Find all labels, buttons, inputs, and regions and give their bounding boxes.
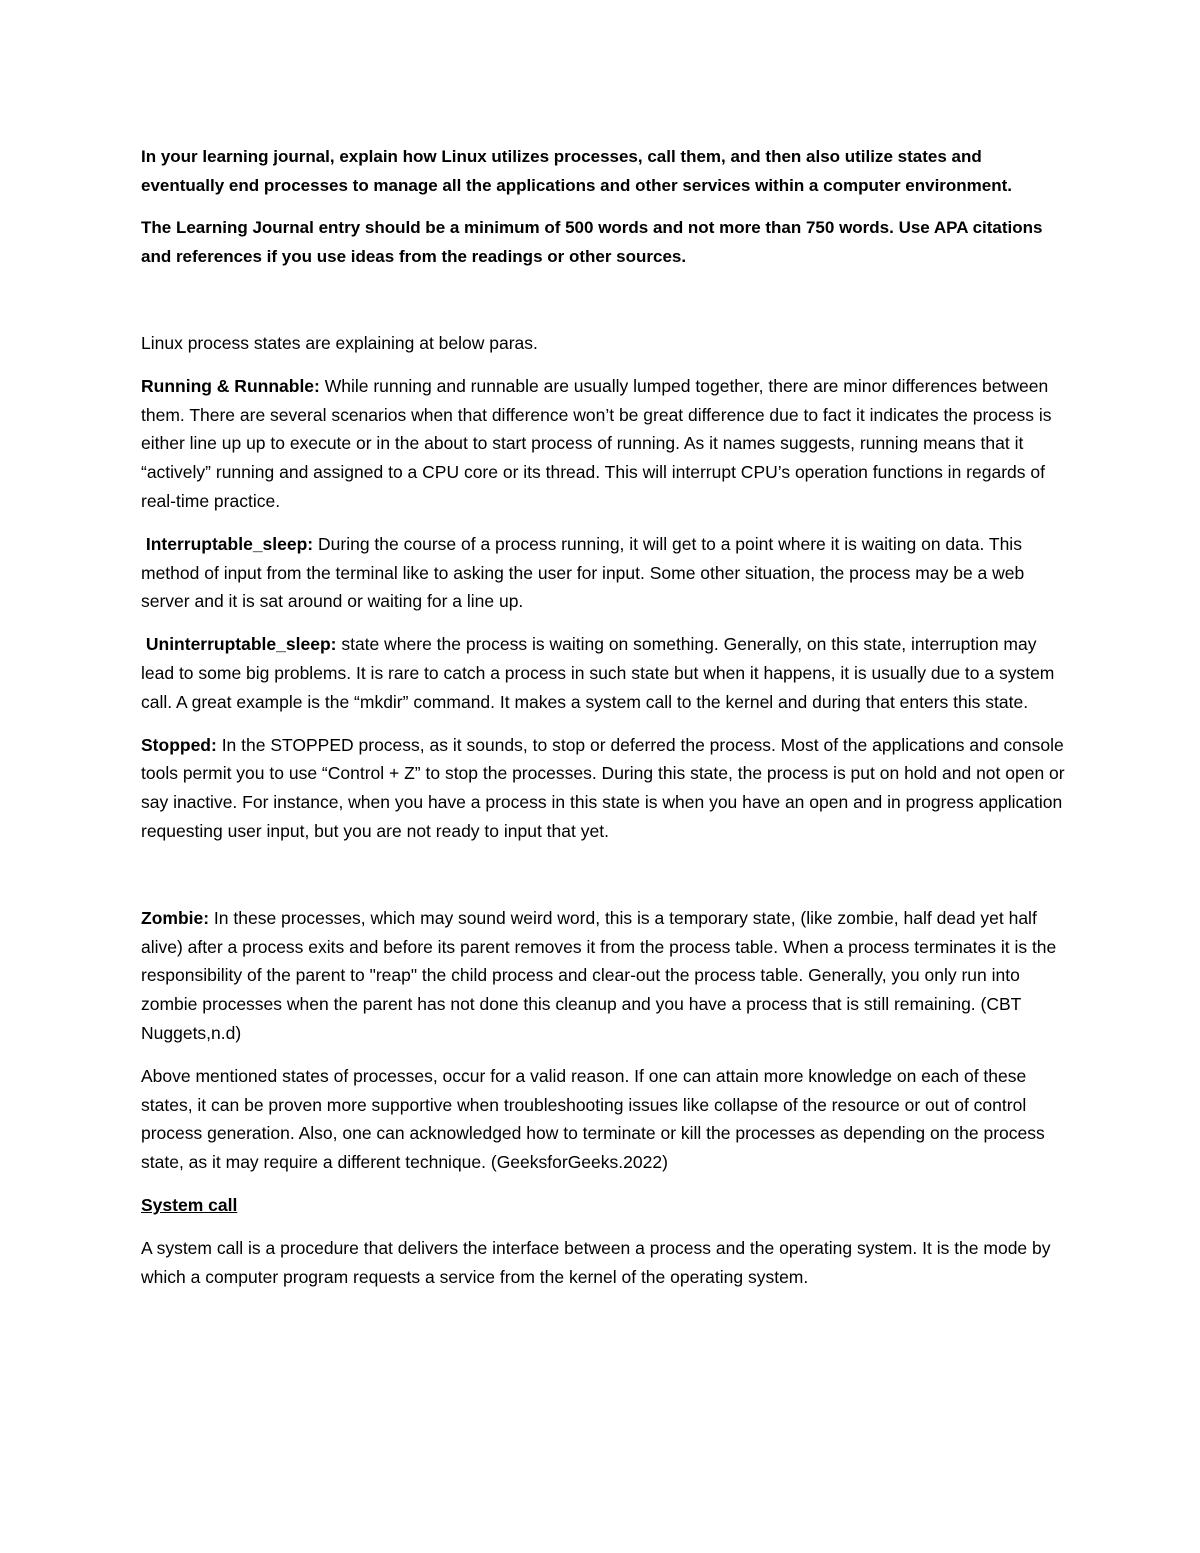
interruptable-label: Interruptable_sleep:	[141, 533, 314, 554]
running-text: While running and runnable are usually lumped together, there are minor differences between them. There are several scenarios when that difference won’t be great difference due to fact it indicates the process is either line up up to execute or in the about to start process of running. As it names suggests, running means that it “actively” running and assigned to a CPU core or its thread. This will interrupt CPU’s operation functions in regards of real-time practice.	[141, 375, 1052, 511]
interruptable-paragraph	[141, 530, 1066, 616]
zombie-paragraph	[141, 904, 1066, 1048]
running-paragraph	[141, 372, 1066, 516]
interruptable-text: During the course of a process running, it will get to a point where it is waiting on data. This method of input from the terminal like to asking the user for input. Some other situation, the process may be a web server and it is sat around or waiting for a line up.	[141, 533, 1025, 612]
zombie-text: In these processes, which may sound weird word, this is a temporary state, (like zombie, half dead yet half alive) after a process exits and before its parent removes it from the process table. When a process terminates it is the responsibility of the parent to "reap" the child process and clear-out the process table. Generally, you only run into zombie processes when the parent has not done this cleanup and you have a process that is still remaining. (CBT Nuggets,n.d)	[141, 907, 1057, 1043]
above-paragraph: Above mentioned states of processes, occur for a valid reason. If one can attain more knowledge on each of these states, it can be proven more supportive when troubleshooting issues like collapse of the resource or out of control process generation. Also, one can acknowledged how to terminate or kill the processes as depending on the process state, as it may require a different technique. (GeeksforGeeks.2022)	[141, 1065, 1045, 1173]
zombie-label: Zombie:	[141, 907, 210, 928]
system-call-paragraph: A system call is a procedure that delivers the interface between a process and the operating system. It is the mode by which a computer program requests a service from the kernel of the operating system.	[141, 1237, 1051, 1287]
running-label: Running & Runnable:	[141, 375, 320, 396]
document-content	[141, 143, 1066, 1305]
prompt-paragraph-1: In your learning journal, explain how Linux utilizes processes, call them, and then also utilize states and eventually end processes to manage all the applications and other services within a computer environment.	[141, 147, 1013, 195]
stopped-paragraph	[141, 731, 1066, 846]
uninterruptable-paragraph	[141, 630, 1066, 716]
uninterruptable-label: Uninterruptable_sleep:	[141, 634, 337, 655]
prompt-paragraph-2: The Learning Journal entry should be a minimum of 500 words and not more than 750 words. Use APA citations and references if you use ideas from the readings or other sources.	[141, 218, 1043, 266]
system-call-heading: System call	[141, 1194, 238, 1215]
spacer	[141, 860, 1066, 904]
uninterruptable-text: state where the process is waiting on something. Generally, on this state, interruption may lead to some big problems. It is rare to catch a process in such state but when it happens, it is usually due to a system call. A great example is the “mkdir” command. It makes a system call to the kernel and during that enters this state.	[141, 634, 1055, 712]
spacer	[141, 285, 1066, 329]
intro-paragraph: Linux process states are explaining at below paras.	[141, 333, 538, 353]
stopped-text: In the STOPPED process, as it sounds, to stop or deferred the process. Most of the applications and console tools permit you to use “Control + Z” to stop the processes. During this state, the process is put on hold and not open or say inactive. For instance, when you have a process in this state is when you have an open and in progress application requesting user input, but you are not ready to input that yet.	[141, 734, 1065, 841]
stopped-label: Stopped:	[141, 734, 217, 755]
